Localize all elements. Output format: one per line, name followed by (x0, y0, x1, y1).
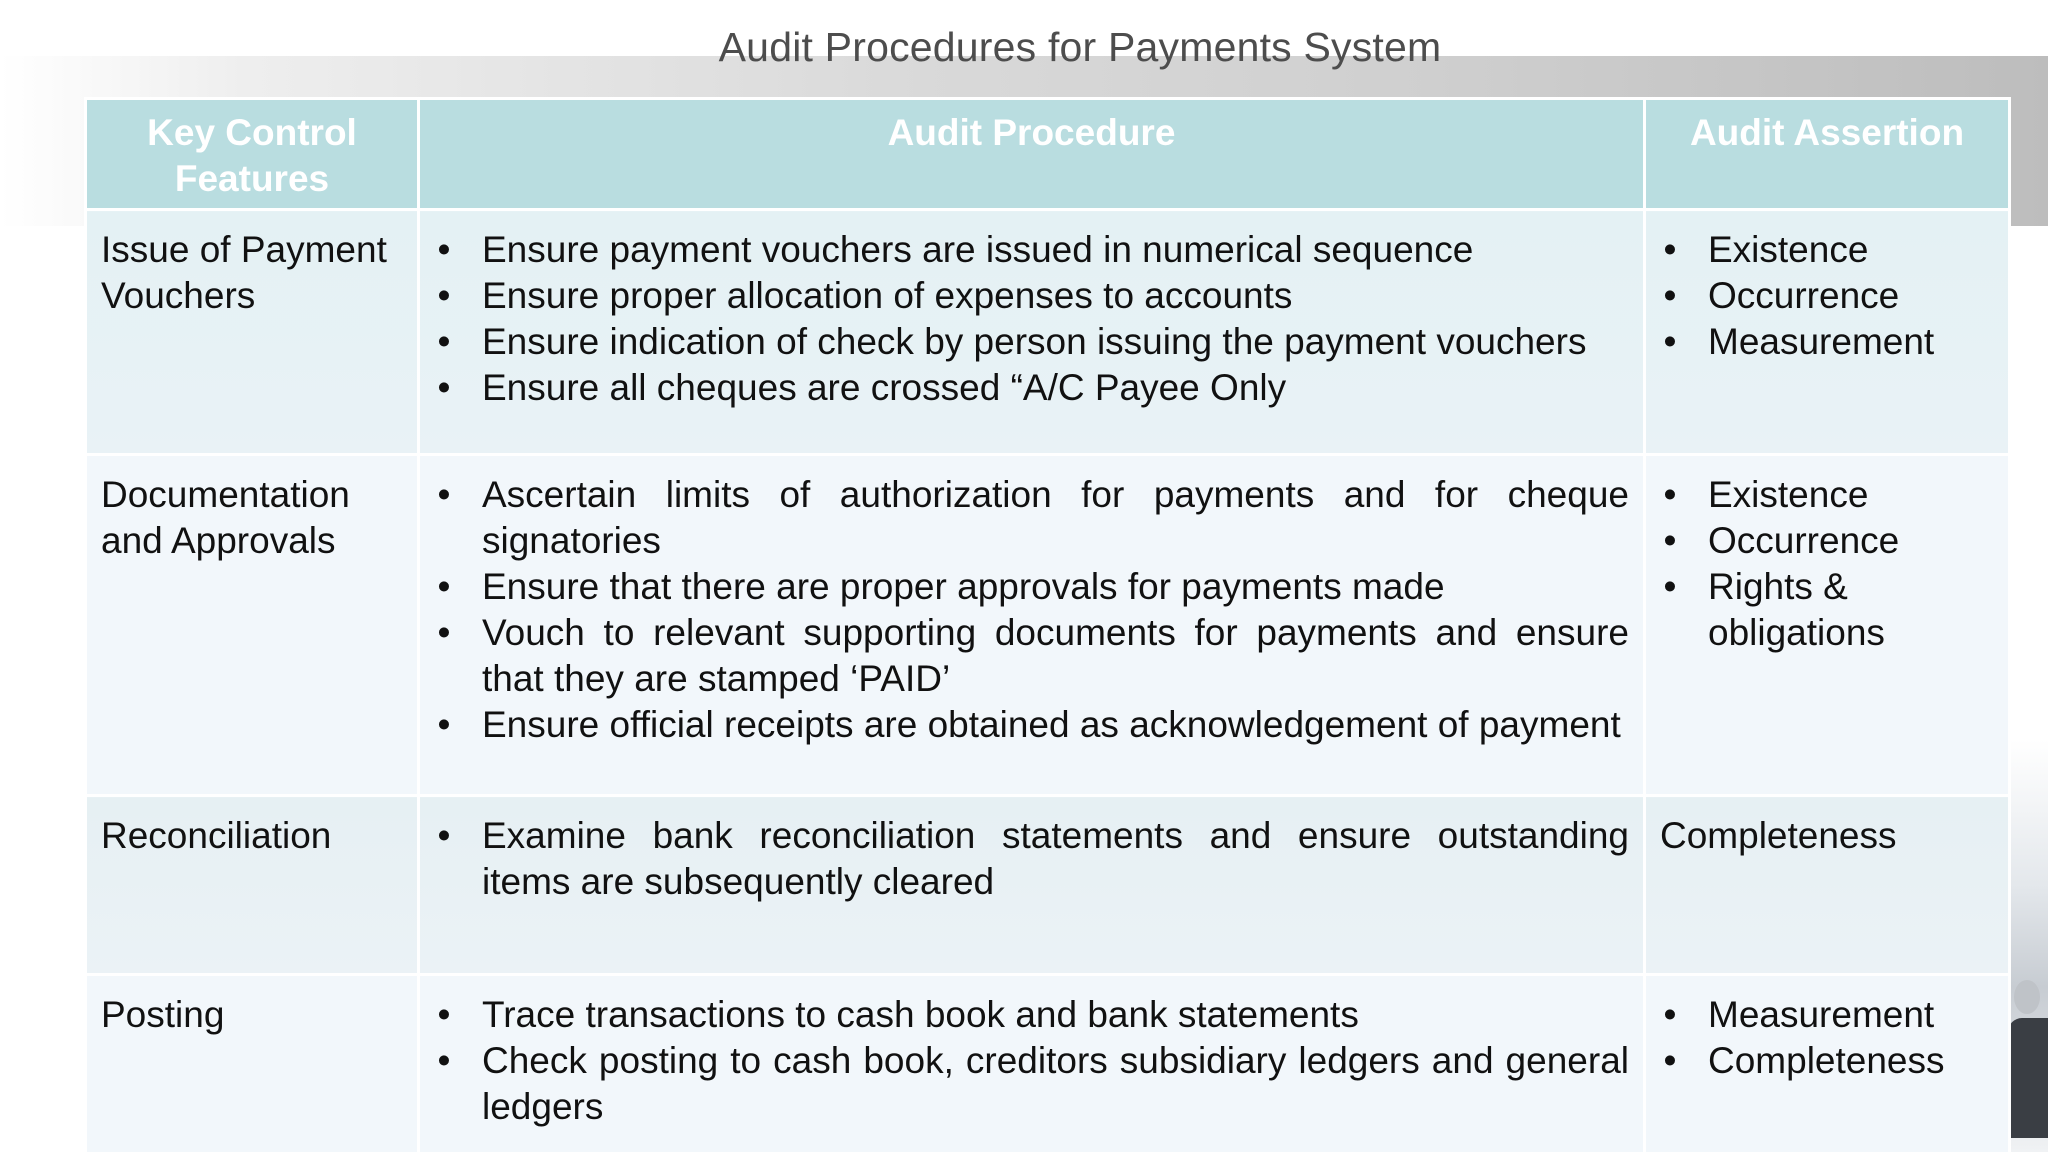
feature-cell: Reconciliation (86, 796, 419, 975)
table-row (86, 975, 2010, 1154)
procedure-item: • Ensure that there are proper approvals for payments made (434, 564, 1629, 610)
assertion-item: • Rights & obligations (1660, 564, 1994, 656)
procedure-item: • Examine bank reconciliation statements and ensure outstanding items are subsequently cleared (434, 813, 1629, 905)
table-row (86, 796, 2010, 975)
procedure-cell (419, 210, 1645, 455)
table-row (86, 210, 2010, 455)
audit-procedures-table (84, 97, 2011, 1155)
assertion-cell (1645, 210, 2010, 455)
person-silhouette-body (2008, 1018, 2048, 1138)
person-silhouette-head (2014, 980, 2040, 1014)
header-audit-procedure: Audit Procedure (419, 99, 1645, 210)
assertion-item: • Measurement (1660, 992, 1994, 1038)
assertion-item: • Measurement (1660, 319, 1994, 365)
procedure-item: • Ensure payment vouchers are issued in numerical sequence (434, 227, 1629, 273)
procedure-item: • Vouch to relevant supporting documents for payments and ensure that they are stamped ‘PAID’ (434, 610, 1629, 702)
assertion-item: • Completeness (1660, 1038, 1994, 1084)
procedure-item: • Check posting to cash book, creditors subsidiary ledgers and general ledgers (434, 1038, 1629, 1130)
assertion-cell (1645, 455, 2010, 796)
assertion-text: Completeness (1660, 815, 1897, 856)
feature-cell: Posting (86, 975, 419, 1154)
assertion-item: • Existence (1660, 472, 1994, 518)
procedure-item: • Trace transactions to cash book and bank statements (434, 992, 1629, 1038)
table-row (86, 455, 2010, 796)
feature-cell: Documentation and Approvals (86, 455, 419, 796)
slide-title: Audit Procedures for Payments System (718, 24, 1442, 70)
procedure-item: • Ensure indication of check by person issuing the payment vouchers (434, 319, 1629, 365)
procedure-cell (419, 455, 1645, 796)
procedure-cell (419, 975, 1645, 1154)
procedure-cell (419, 796, 1645, 975)
procedure-item: • Ensure proper allocation of expenses to accounts (434, 273, 1629, 319)
procedure-item: • Ensure all cheques are crossed “A/C Payee Only (434, 365, 1629, 411)
assertion-cell (1645, 975, 2010, 1154)
assertion-item: • Occurrence (1660, 273, 1994, 319)
assertion-cell (1645, 796, 2010, 975)
assertion-item: • Occurrence (1660, 518, 1994, 564)
header-audit-assertion: Audit Assertion (1645, 99, 2010, 210)
assertion-item: • Existence (1660, 227, 1994, 273)
procedure-item: • Ascertain limits of authorization for payments and for cheque signatories (434, 472, 1629, 564)
table-header-row (86, 99, 2010, 210)
procedure-item: • Ensure official receipts are obtained as acknowledgement of payment (434, 702, 1629, 748)
header-key-control-features: Key Control Features (86, 99, 419, 210)
feature-cell: Issue of Payment Vouchers (86, 210, 419, 455)
